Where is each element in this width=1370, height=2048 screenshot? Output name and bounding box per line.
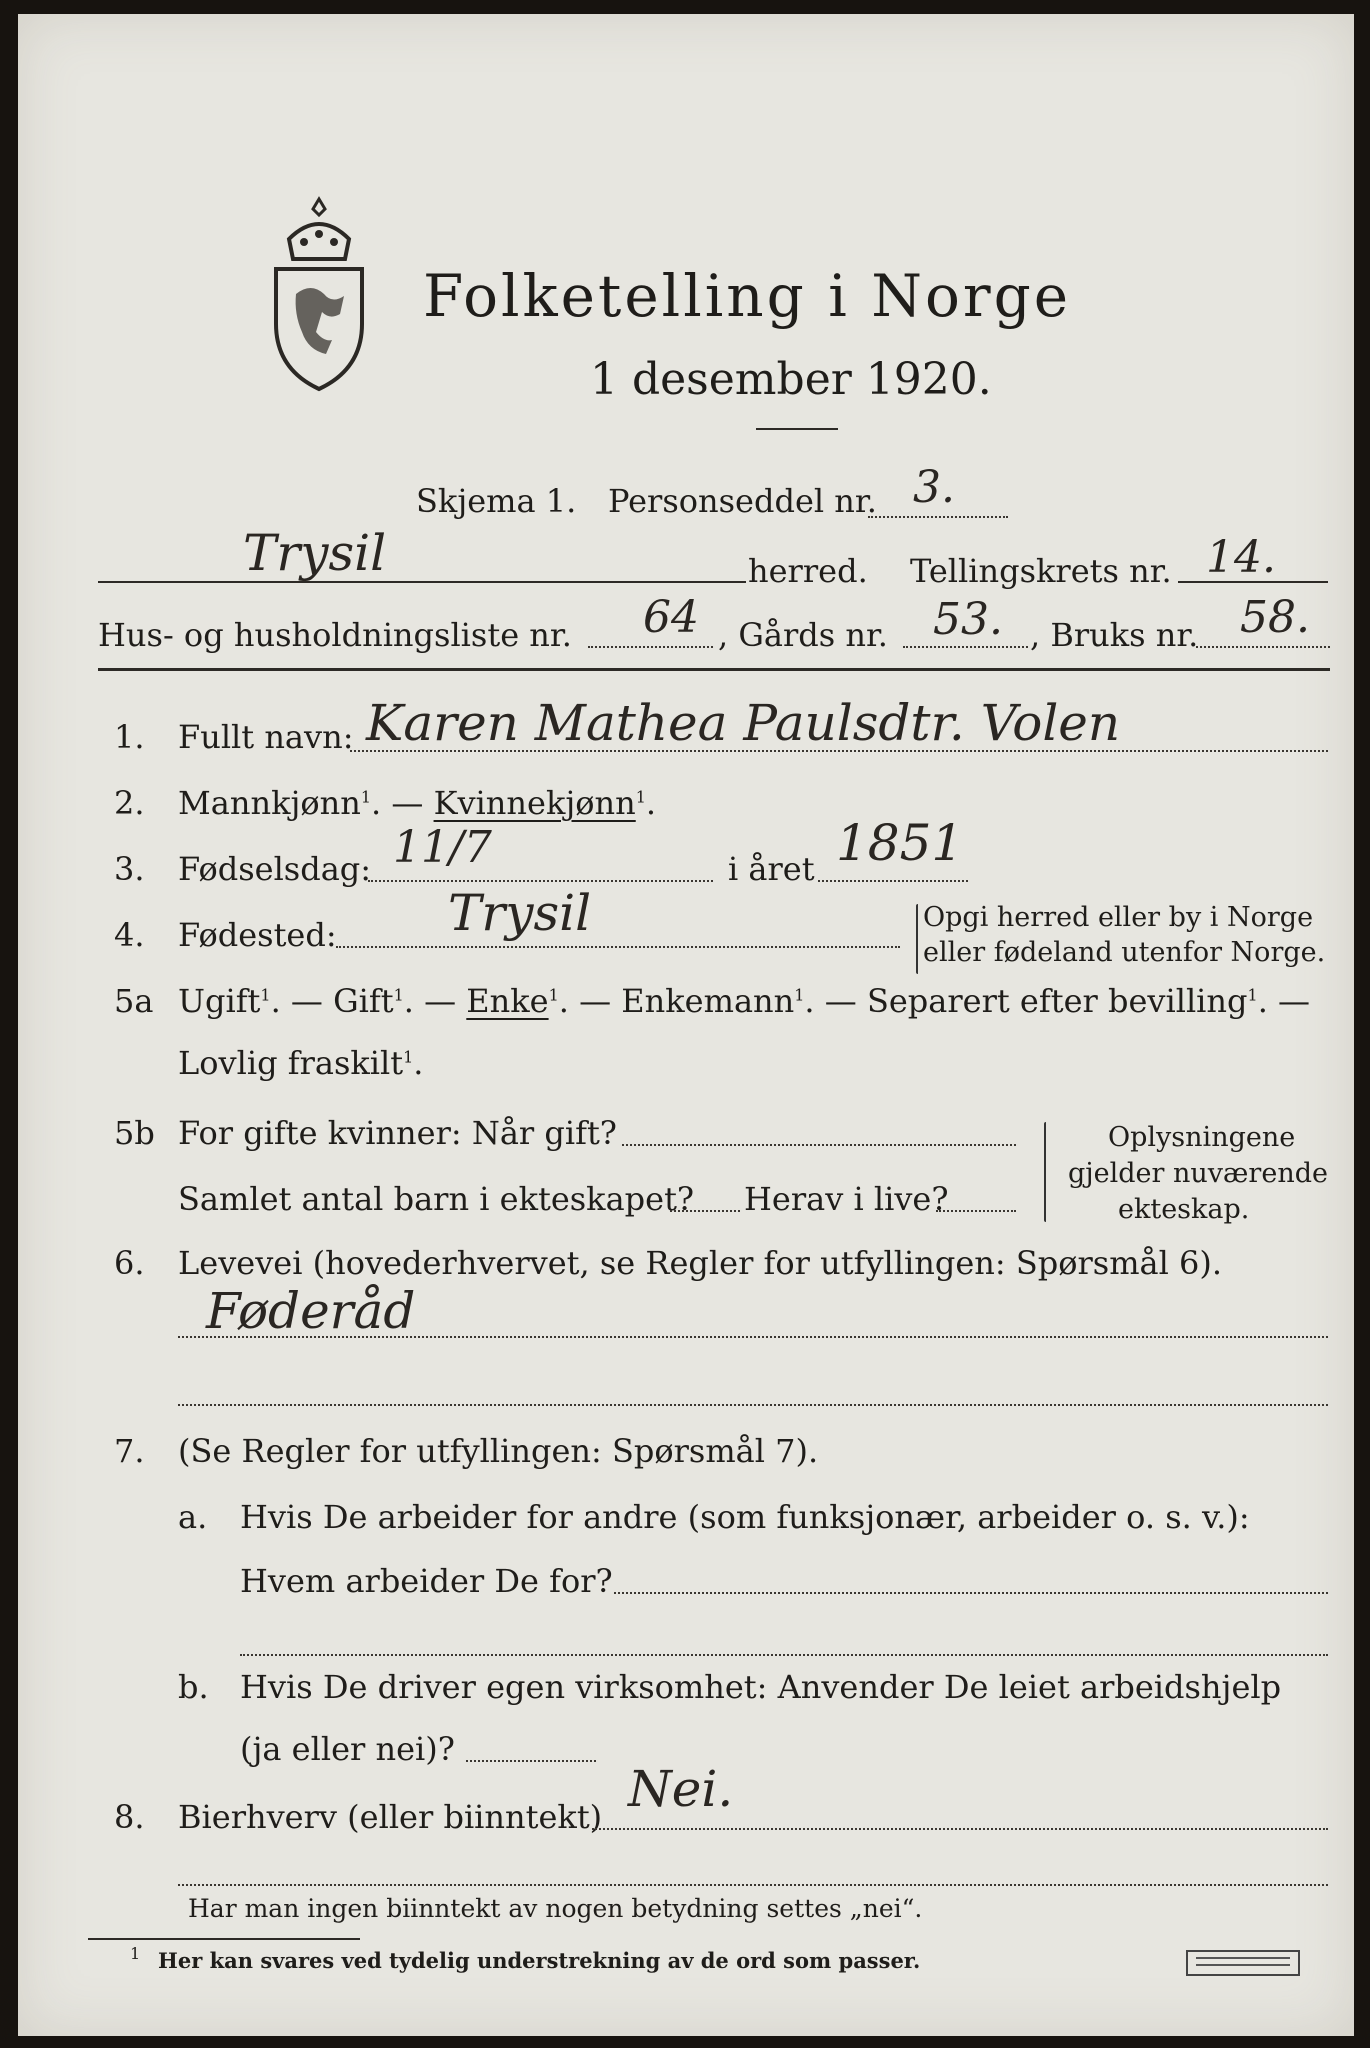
footnote-number: 1 [130,1944,141,1963]
form-title: Folketelling i Norge [423,262,1072,330]
hus-value: 64 [643,592,699,643]
q4-dotline [336,946,900,948]
census-form [18,14,1354,2036]
q2-gender: Mannkjønn$^1$. — Kvinnekjønn$^1$. [178,784,657,822]
q1-label: Fullt navn: [178,718,354,756]
title-rule [756,428,838,430]
q3-dotline [368,880,713,882]
q5b-label1: For gifte kvinner: Når gift? [178,1114,617,1152]
q7a-dotline1 [614,1592,1328,1594]
q7b-number: b. [178,1668,209,1706]
bruks-label: , Bruks nr. [1030,616,1199,654]
q3-label: Fødselsdag: [178,850,372,888]
herred-value: Trysil [243,524,387,582]
q8-dotline1 [592,1828,1328,1830]
q6-dotline2 [178,1404,1328,1406]
q6-dotline1 [178,1336,1328,1338]
q8-dotline2 [178,1884,1328,1886]
personseddel-label: Personseddel nr. [608,482,877,520]
hus-label: Hus- og husholdningsliste nr. [98,616,572,654]
q5a-fraskilt: Lovlig fraskilt$^1$. [178,1044,424,1082]
herred-label: herred. [748,552,868,590]
q3-number: 3. [114,850,145,888]
q4-note-line2: eller fødeland utenfor Norge. [923,937,1326,968]
birthday-value: 11/7 [393,822,492,873]
personseddel-value: 3. [913,462,955,513]
tellingskrets-value: 14. [1206,532,1276,583]
q5a-number: 5a [114,982,154,1020]
full-name-value: Karen Mathea Paulsdtr. Volen [366,694,1121,752]
q5b-number: 5b [114,1114,155,1152]
q4-note-line1: Opgi herred eller by i Norge [923,902,1314,933]
q5b-note-bracket [1044,1122,1046,1222]
coat-of-arms-icon [264,194,374,394]
q7b-sub: (ja eller nei)? [240,1730,455,1768]
q7-label: (Se Regler for utfyllingen: Spørsmål 7). [178,1432,819,1470]
q7-number: 7. [114,1432,145,1470]
birthplace-value: Trysil [448,884,592,942]
q5b-label3: Herav i live? [744,1180,949,1218]
q8-number: 8. [114,1798,145,1836]
q3-year-label: i året [728,850,815,888]
q5b-note3: ekteskap. [1118,1194,1250,1225]
gards-dotline [903,646,1028,648]
side-income-value: Nei. [628,1760,734,1818]
footnote-text: Her kan svares ved tydelig understrekning av de ord som passer. [158,1948,921,1973]
q8-note: Har man ingen biinntekt av nogen betydning settes „nei“. [188,1894,923,1923]
occupation-value: Føderåd [206,1282,416,1340]
tellingskrets-label: Tellingskrets nr. [910,552,1172,590]
q5a-options: Ugift$^1$. — Gift$^1$. — Enke$^1$. — Enkemann$^1$. — Separert efter bevilling$^1$. — [178,982,1311,1020]
enke-option: Enke [466,982,549,1020]
birth-year-value: 1851 [836,814,964,872]
q7a-label: Hvis De arbeider for andre (som funksjonær, arbeider o. s. v.): [240,1498,1250,1536]
schema-label: Skjema 1. [416,482,577,520]
q8-label: Bierhverv (eller biinntekt) [178,1798,603,1836]
q1-number: 1. [114,718,145,756]
bruks-dotline [1196,646,1330,648]
male-option: Mannkjønn [178,784,361,822]
q4-note-bracket [916,904,918,974]
q5b-note1: Oplysningene [1108,1122,1296,1153]
footnote-rule [88,1938,360,1940]
q7a-sub: Hvem arbeider De for? [240,1562,613,1600]
q5b-dotline3 [936,1210,1016,1212]
female-option: Kvinnekjønn [433,784,636,822]
q5b-label2: Samlet antal barn i ekteskapet? [178,1180,695,1218]
q7a-number: a. [178,1498,208,1536]
bruks-value: 58. [1240,592,1310,643]
q7b-label: Hvis De driver egen virksomhet: Anvender De leiet arbeidshjelp [240,1668,1282,1706]
q4-label: Fødested: [178,916,337,954]
herred-line [98,581,746,583]
q7a-dotline2 [240,1654,1328,1656]
q6-number: 6. [114,1244,145,1282]
q5b-dotline2 [670,1210,740,1212]
q2-number: 2. [114,784,145,822]
census-date: 1 desember 1920. [590,354,992,405]
gards-value: 53. [933,594,1003,645]
q6-label: Levevei (hovederhvervet, se Regler for utfyllingen: Spørsmål 6). [178,1244,1223,1282]
q5b-dotline1 [622,1144,1016,1146]
q5b-note2: gjelder nuværende [1068,1158,1328,1189]
q3-year-dotline [818,880,968,882]
gards-label: , Gårds nr. [718,616,888,654]
header-divider [98,668,1330,671]
personseddel-dotline [868,516,1008,518]
hus-dotline [588,646,713,648]
q7b-dotline [466,1760,596,1762]
q4-number: 4. [114,916,145,954]
printer-stamp [1186,1950,1300,1976]
